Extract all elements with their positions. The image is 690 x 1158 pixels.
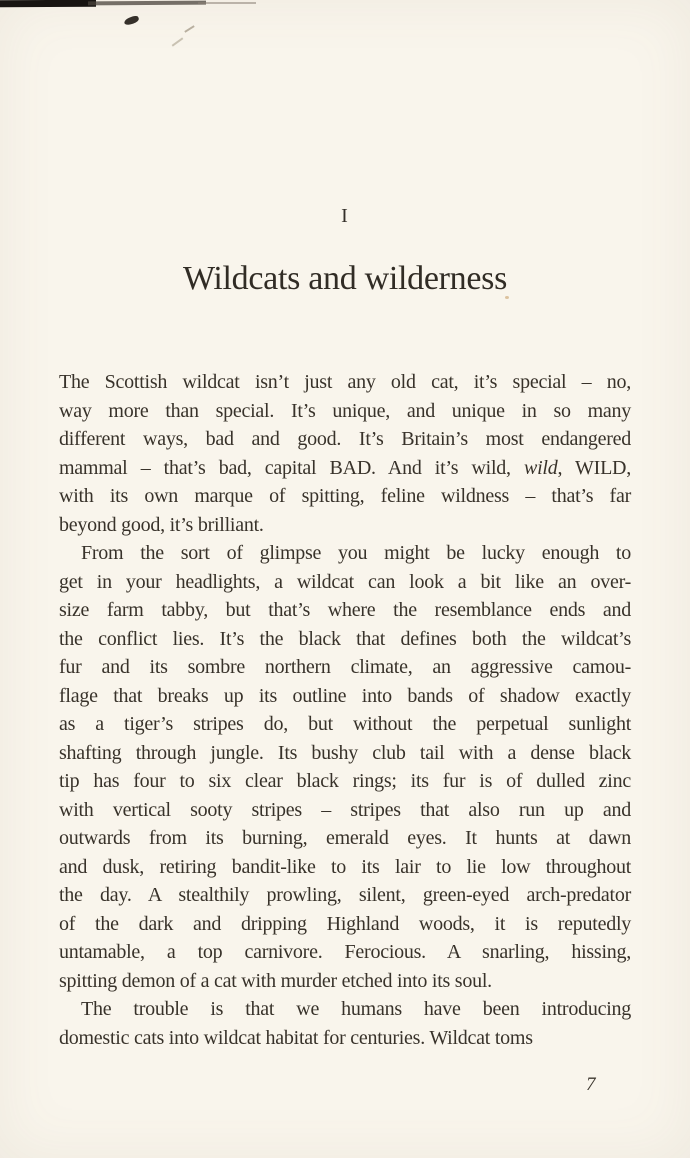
text-line-p2-l4: the conflict lies. It’s the black that defines both the wildcat’s (59, 627, 631, 650)
text-line-p1-l6: beyond good, it’s brilliant. (59, 513, 264, 536)
text-line-p1-l1: The Scottish wildcat isn’t just any old cat, it’s special – no, (59, 371, 631, 393)
text-line-p3-l1: The trouble is that we humans have been introducing (81, 998, 631, 1020)
text-line-p2-l10: with vertical sooty stripes – stripes that also run up and (59, 798, 631, 821)
pencil-mark-artifact (184, 25, 194, 33)
body-text (59, 368, 631, 1052)
text-line-p1-l5: with its own marque of spitting, feline wildness – that’s far (59, 485, 631, 507)
ink-speck-artifact (123, 15, 139, 26)
text-line-p2-l8: shafting through jungle. Its bushy club tail with a dense black (59, 741, 631, 764)
text-line-p3-l2: domestic cats into wildcat habitat for centuries. Wildcat toms (59, 1026, 533, 1049)
pencil-mark-artifact (172, 37, 184, 46)
text-line-p1-l4: mammal – that’s bad, capital BAD. And it’s wild, wild, WILD, (59, 456, 631, 479)
text-line-p2-l5: fur and its sombre northern climate, an aggressive camou- (59, 656, 631, 678)
text-line-p2-l13: the day. A stealthily prowling, silent, green-eyed arch-predator (59, 884, 631, 906)
text-line-p2-l9: tip has four to six clear black rings; its fur is of dulled zinc (59, 770, 631, 792)
text-line-p2-l11: outwards from its burning, emerald eyes. It hunts at dawn (59, 827, 631, 849)
text-line-p1-l2: way more than special. It’s unique, and unique in so many (59, 399, 631, 422)
scan-edge-artifact (88, 1, 206, 6)
text-line-p2-l12: and dusk, retiring bandit-like to its lair to lie low throughout (59, 855, 631, 878)
text-line-p2-l1: From the sort of glimpse you might be lucky enough to (81, 542, 631, 564)
text-line-p2-l14: of the dark and dripping Highland woods, it is reputedly (59, 912, 631, 935)
page-number: 7 (586, 1074, 596, 1095)
text-line-p2-l7: as a tiger’s stripes do, but without the perpetual sunlight (59, 713, 631, 735)
text-line-p2-l2: get in your headlights, a wildcat can look a bit like an over- (59, 570, 631, 593)
scan-edge-artifact (198, 2, 256, 4)
chapter-number: I (341, 205, 349, 227)
text-line-p2-l6: flage that breaks up its outline into bands of shadow exactly (59, 684, 631, 707)
text-line-p2-l16: spitting demon of a cat with murder etched into its soul. (59, 969, 492, 992)
text-line-p1-l3: different ways, bad and good. It’s Britain’s most endangered (59, 428, 631, 450)
text-line-p2-l15: untamable, a top carnivore. Ferocious. A snarling, hissing, (59, 941, 631, 963)
chapter-title: Wildcats and wilderness (182, 260, 508, 297)
text-line-p2-l3: size farm tabby, but that’s where the resemblance ends and (59, 599, 631, 621)
scan-edge-artifact (0, 0, 96, 7)
